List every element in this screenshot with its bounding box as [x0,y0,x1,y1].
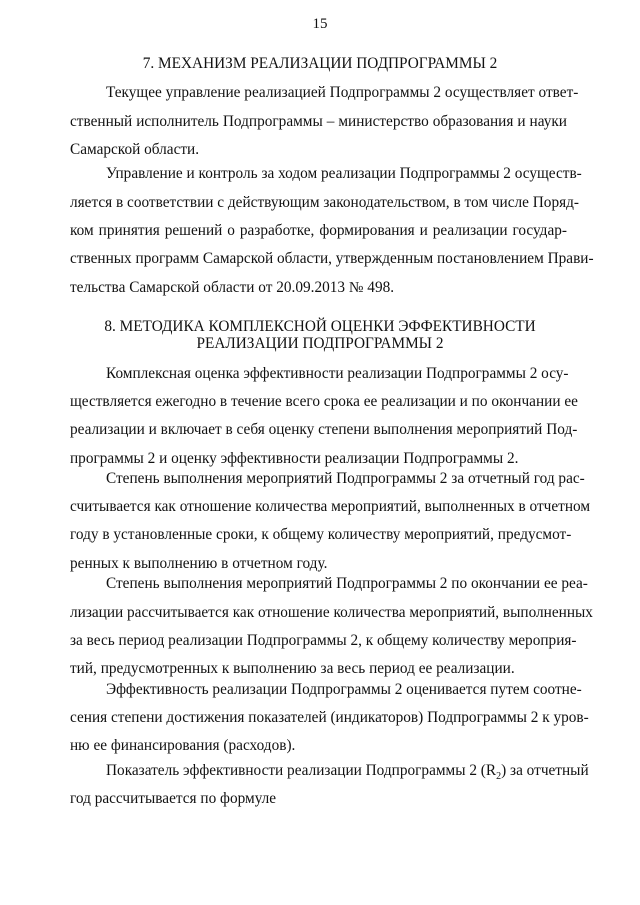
s8-p5-line-1 [106,761,589,783]
s7-p2-line-1: Управление и контроль за ходом реализации Подпрограммы 2 осуществ- [106,165,582,182]
s7-p2-line-3: ком принятия решений о разработке, формирования и реализации государ- [70,222,567,239]
s8-p2-line-3: году в установленные сроки, к общему количеству мероприятий, предусмот- [70,526,572,543]
s8-p2-line-1: Степень выполнения мероприятий Подпрограммы 2 за отчетный год рас- [106,470,585,487]
section-7-heading: 7. МЕХАНИЗМ РЕАЛИЗАЦИИ ПОДПРОГРАММЫ 2 [142,55,498,72]
s8-p4-line-1: Эффективность реализации Подпрограммы 2 оценивается путем соотне- [106,681,582,698]
s7-p2-line-2: ляется в соответствии с действующим законодательством, в том числе Поряд- [70,194,580,211]
s8-p5-line-1-post: ) за отчетный [501,762,589,779]
s7-p1-line-1: Текущее управление реализацией Подпрограммы 2 осуществляет ответ- [106,84,579,101]
s8-p1-line-3: реализации и включает в себя оценку степени выполнения мероприятий Под- [70,421,578,438]
s8-p5-line-1-pre: Показатель эффективности реализации Подпрограммы 2 (R [106,762,497,779]
page-number: 15 [312,16,328,32]
s8-p2-line-4: ренных к выполнению в отчетном году. [70,555,328,572]
s8-p3-line-1: Степень выполнения мероприятий Подпрограммы 2 по окончании ее реа- [106,575,588,592]
s8-p1-line-2: ществляется ежегодно в течение всего срока ее реализации и по окончании ее [70,393,578,410]
s7-p1-line-3: Самарской области. [70,141,200,158]
s8-p1-line-4: программы 2 и оценку эффективности реализации Подпрограммы 2. [70,450,519,467]
section-8-heading-line-2: РЕАЛИЗАЦИИ ПОДПРОГРАММЫ 2 [196,335,444,352]
s8-p4-line-2: сения степени достижения показателей (индикаторов) Подпрограммы 2 к уров- [70,709,589,726]
s8-p5-line-2: год рассчитывается по формуле [70,790,277,807]
s8-p3-line-3: за весь период реализации Подпрограммы 2, к общему количеству мероприя- [70,632,577,649]
s7-p2-line-4: ственных программ Самарской области, утвержденным постановлением Прави- [70,250,594,267]
s8-p2-line-2: считывается как отношение количества мероприятий, выполненных в отчетном [70,498,591,515]
s8-p1-line-1: Комплексная оценка эффективности реализации Подпрограммы 2 осу- [106,365,569,382]
s8-p3-line-4: тий, предусмотренных к выполнению за весь период ее реализации. [70,660,515,677]
s8-p4-line-3: ню ее финансирования (расходов). [70,737,296,754]
s7-p2-line-5: тельства Самарской области от 20.09.2013 № 498. [70,279,395,296]
r2-subscript: 2 [496,771,502,783]
s7-p1-line-2: ственный исполнитель Подпрограммы – министерство образования и науки [70,113,567,130]
section-8-heading-line-1: 8. МЕТОДИКА КОМПЛЕКСНОЙ ОЦЕНКИ ЭФФЕКТИВНОСТИ [104,318,536,335]
s8-p3-line-2: лизации рассчитывается как отношение количества мероприятий, выполненных [70,604,593,621]
